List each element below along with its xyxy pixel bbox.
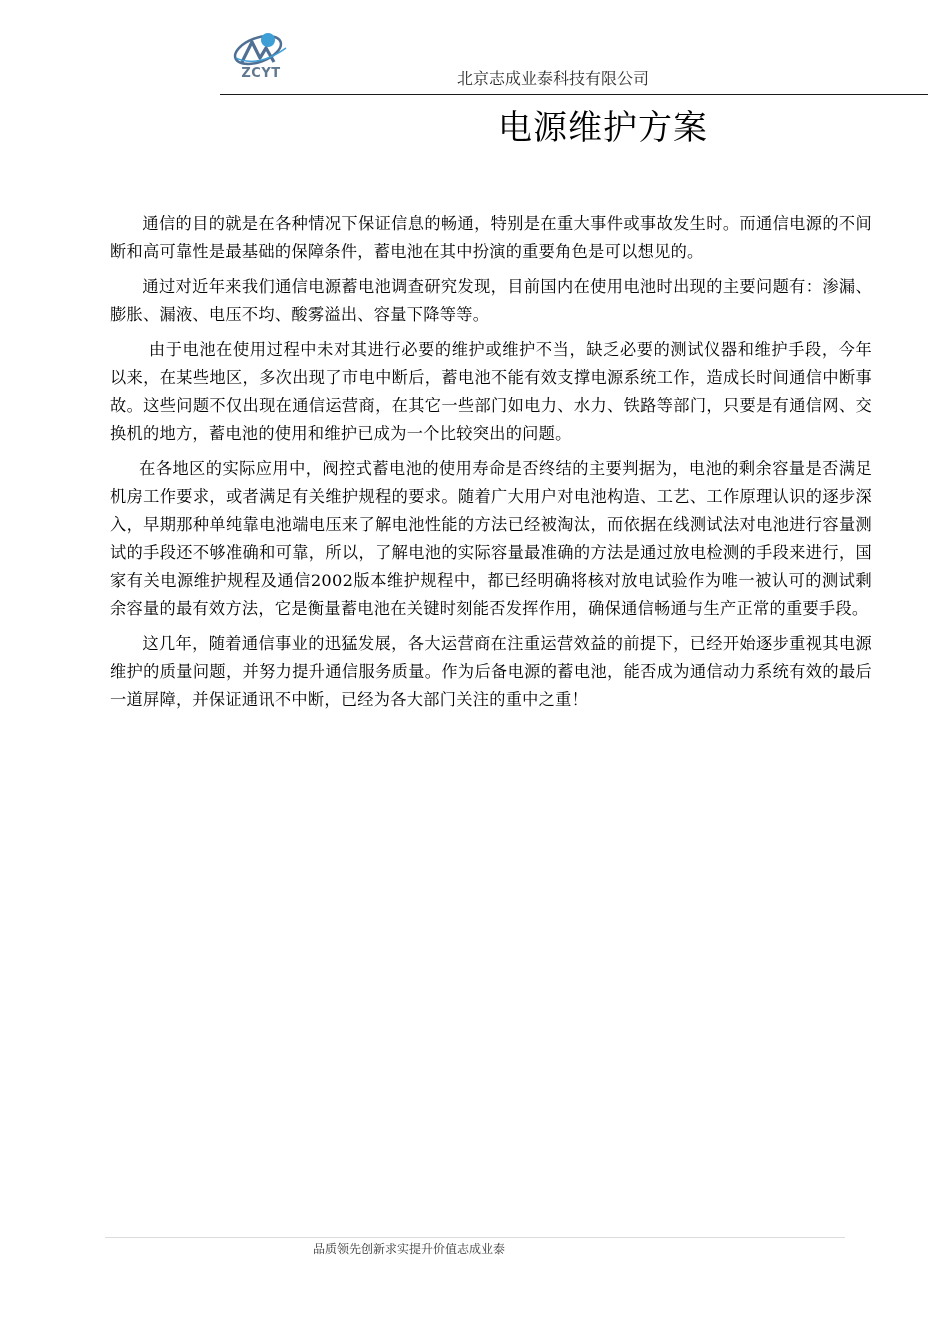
- logo-text: ZCYT: [241, 66, 281, 81]
- page-title: 电源维护方案: [498, 108, 708, 148]
- footer-slogan: 品质领先创新求实提升价值志成业泰: [313, 1242, 506, 1256]
- paragraph-1: 通信的目的就是在各种情况下保证信息的畅通，特别是在重大事件或事故发生时。而通信电源的不间断和高可靠性是最基础的保障条件，蓄电池在其中扮演的重要角色是可以想见的。: [110, 214, 872, 261]
- logo-emblem-icon: [228, 28, 294, 68]
- footer-divider: [105, 1237, 845, 1238]
- paragraph-5: 这几年，随着通信事业的迅猛发展，各大运营商在注重运营效益的前提下，已经开始逐步重视其电源维护的质量问题，并努力提升通信服务质量。作为后备电源的蓄电池，能否成为通信动力系统有效的最后一道屏障，并保证通讯不中断，已经为各大部门关注的重中之重！: [110, 634, 872, 709]
- document-body: [110, 210, 872, 714]
- company-name: 北京志成业泰科技有限公司: [457, 69, 650, 88]
- paragraph-3: 由于电池在使用过程中未对其进行必要的维护或维护不当，缺乏必要的测试仪器和维护手段，今年以来，在某些地区，多次出现了市电中断后，蓄电池不能有效支撑电源系统工作，造成长时间通信中断事故。这些问题不仅出现在通信运营商，在其它一些部门如电力、水力、铁路等部门，只要是有通信网、交换机的地方，蓄电池的使用和维护已成为一个比较突出的问题。: [110, 340, 872, 443]
- company-logo: [228, 28, 294, 84]
- paragraph-2: 通过对近年来我们通信电源蓄电池调查研究发现，目前国内在使用电池时出现的主要问题有：渗漏、膨胀、漏液、电压不均、酸雾溢出、容量下降等等。: [110, 277, 872, 324]
- paragraph-4: 在各地区的实际应用中，阀控式蓄电池的使用寿命是否终结的主要判据为，电池的剩余容量是否满足机房工作要求，或者满足有关维护规程的要求。随着广大用户对电池构造、工艺、工作原理认识的逐步深入，早期那种单纯靠电池端电压来了解电池性能的方法已经被淘汰，而依据在线测试法对电池进行容量测试的手段还不够准确和可靠，所以，了解电池的实际容量最准确的方法是通过放电检测的手段来进行，国家有关电源维护规程及通信2002版本维护规程中，都已经明确将核对放电试验作为唯一被认可的测试剩余容量的最有效方法，它是衡量蓄电池在关键时刻能否发挥作用，确保通信畅通与生产正常的重要手段。: [110, 459, 872, 618]
- header-divider: [220, 94, 928, 95]
